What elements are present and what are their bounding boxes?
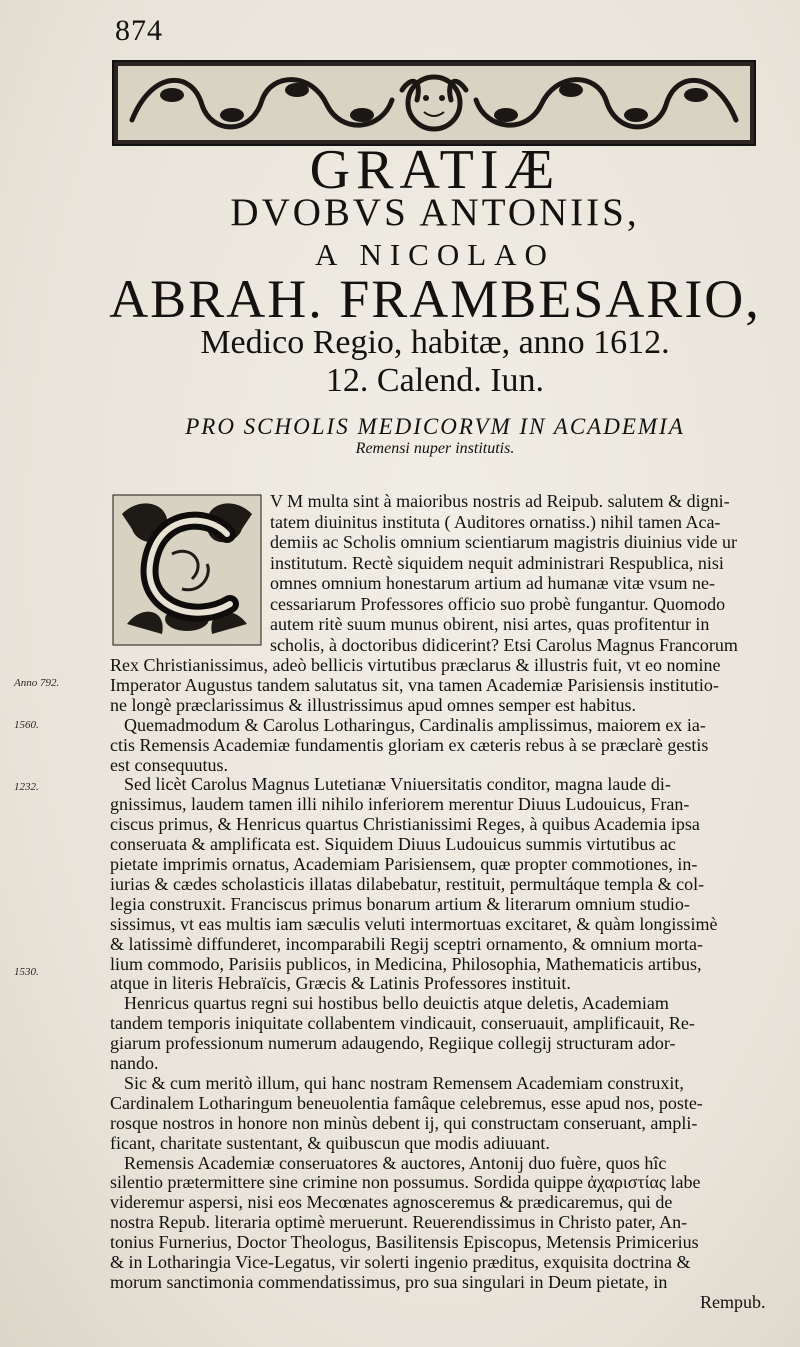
text-line: demiis ac Scholis omnium scientiarum magistris diuinius vide ur [270,532,737,552]
text-line: Rex Christianissimus, adeò bellicis virtutibus præclarus & illustris fuit, vt eo nomine [110,655,721,675]
text-line: ctis Remensis Academiæ fundamentis gloriam ex cæteris rebus à se præclarè gestis [110,734,709,755]
page-number: 874 [115,14,163,47]
margin-note: Anno 792. [14,677,60,689]
text-line: omnes omnium honestarum artium ad humanæ vitæ vsum ne- [270,573,715,593]
text-line: tonius Furnerius, Doctor Theologus, Basilitensis Episcopus, Metensis Primicerius [110,1232,699,1253]
text-line: Cardinalem Lotharingum beneuolentia famâque celebremus, esse apud nos, poste- [110,1092,703,1113]
text-line: gnissimus, laudem tamen illi nihilo inferiorem merentur Diuus Ludouicus, Fran- [110,794,690,815]
text-line: silentio prætermittere sine crimine non possumus. Sordida quippe ἀχαριστίας labe [110,1172,701,1193]
text-line: & latissimè diffunderet, incomparabili Regij sceptri ornamento, & omnium morta- [110,933,704,954]
text-line: ciscus primus, & Henricus quartus Christianissimi Reges, à quibus Academia ipsa [110,814,700,835]
text-line: Rempub. [700,1291,766,1312]
text-line: scholis, à doctoribus didicerint? Etsi Carolus Magnus Francorum [270,634,738,655]
section-subheading: Remensi nuper institutis. [355,440,515,457]
text-line: nando. [110,1053,159,1073]
text-line: iurias & cædes scholasticis illatas dilabebatur, restituit, permultáque templa & col- [110,873,705,894]
text-line: Sic & cum meritò illum, qui hanc nostram Remensem Academiam construxit, [124,1072,684,1093]
text-line: ne longè præclarissimus & illustrissimus apud omnes semper est habitus. [110,694,636,715]
text-line: legia construxit. Franciscus primus bonarum artium & literarum omnium studio- [110,893,690,914]
text-line: lium commodo, Parisiis publicos, in Medicina, Philosophia, Mathematicis artibus, [110,953,702,974]
text-line: tandem temporis iniquitate collabentem vindicauit, conseruauit, amplificauit, Re- [110,1013,695,1034]
title-line-5: Medico Regio, habitæ, anno 1612. [200,324,670,361]
text-line: Quemadmodum & Carolus Lotharingus, Cardinalis amplissimus, maiorem ex ia- [124,714,706,735]
text-line: tatem diuinitus instituta ( Auditores ornatiss.) nihil tamen Aca- [270,511,721,532]
text-line: nostra Repub. literaria optimè meruerunt. Reuerendissimus in Christo pater, An- [110,1212,688,1233]
text-line: sissimus, vt eas multis iam sæculis veluti intermortuas excitaret, & quàm longissimè [110,913,718,934]
text-line: Remensis Academiæ conseruatores & auctores, Antonij duo fuère, quos hîc [124,1152,667,1173]
title-line-1: GRATIÆ [309,139,561,201]
title-line-2: DVOBVS ANTONIIS, [230,191,640,234]
text-line: autem ritè suum munus obirent, nisi artes, quas profitentur in [270,614,710,634]
title-line-6: 12. Calend. Iun. [325,362,545,399]
text-line: Henricus quartus regni sui hostibus bello deuictis atque deletis, Academiam [124,993,669,1014]
text-line: ficant, charitate sustentant, & quibuscun que modis adiuuant. [110,1132,550,1153]
text-line: V M multa sint à maioribus nostris ad Reipub. salutem & digni- [270,491,730,511]
text-line: atque in literis Hebraïcis, Græcis & Latinis Professores instituit. [110,973,571,994]
text-line: cessariarum Professores officio suo probè fungantur. Quomodo [270,593,726,614]
decorated-initial [112,494,262,646]
text-line: conseruata & amplificata est. Siquidem Diuus Ludouicus summis virtutibus ac [110,834,676,855]
title-line-3: A NICOLAO [315,237,555,272]
text-line: est consequutus. [110,754,228,775]
text-line: rosque nostros in honore non minùs debent ij, qui constructam conseruant, ampli- [110,1112,698,1133]
text-line: & in Lotharingia Vice-Legatus, vir solerti ingenio præditus, exquisita doctrina & [110,1252,691,1272]
text-line: pietate imprimis ornatus, Academiam Parisiensem, quæ propter commotiones, in- [110,854,698,874]
text-line: Sed licèt Carolus Magnus Lutetianæ Vniuersitatis conditor, magna laude di- [124,774,671,795]
headpiece-ornament [112,60,756,146]
text-line: giarum professionum numerum adaugendo, Regiique collegij structuram ador- [110,1033,676,1054]
text-line: Imperator Augustus tandem salutatus sit, vna tamen Academiæ Parisiensis institutio- [110,674,719,695]
margin-note: 1560. [14,719,39,731]
text-line: videremur aspersi, nisi eos Mecœnates agnosceremus & prædicaremus, qui de [110,1192,673,1213]
section-heading: PRO SCHOLIS MEDICORVM IN ACADEMIA [185,414,685,439]
title-line-4: ABRAH. FRAMBESARIO, [109,269,761,329]
text-line: morum sanctimonia commendatissimus, pro sua singulari in Deum pietate, in [110,1271,668,1292]
text-line: institutum. Rectè siquidem nequit administrari Respublica, nisi [270,552,724,573]
margin-note: 1232. [14,781,39,793]
margin-note: 1530. [14,966,39,978]
